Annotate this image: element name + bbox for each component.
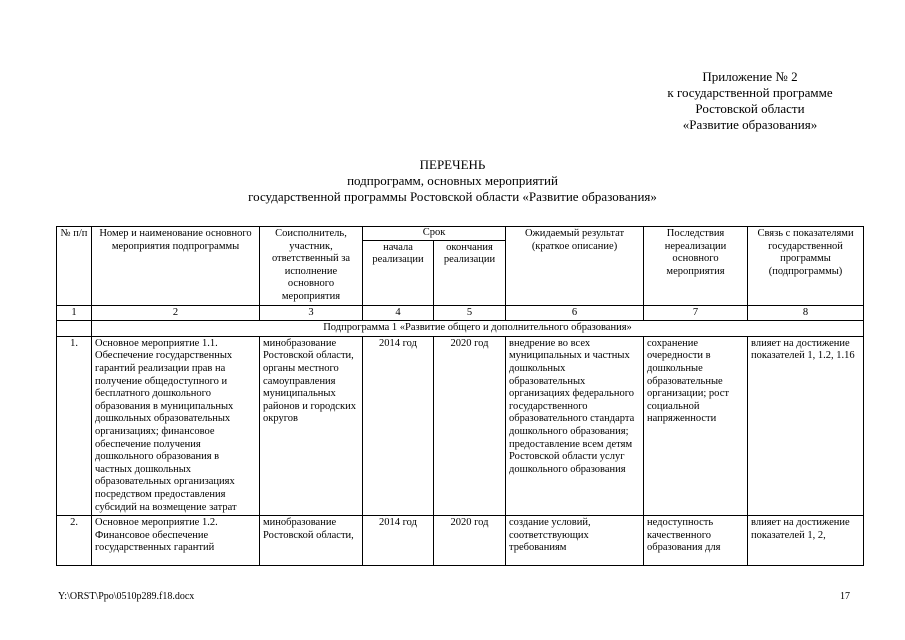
header-consequences: Последствия нереализации основного мероприятия (644, 227, 748, 306)
subprogram-title: Подпрограмма 1 «Развитие общего и дополнительного образования» (92, 321, 864, 337)
header-row (57, 227, 864, 241)
col-number: 4 (363, 305, 434, 321)
appendix-block (600, 69, 900, 133)
column-number-row (57, 305, 864, 321)
row-link: влияет на достижение показателей 1, 1.2, 1.16 (748, 336, 864, 515)
table-row (57, 336, 864, 515)
appendix-line-2: к государственной программе (667, 85, 833, 100)
row-start: 2014 год (363, 336, 434, 515)
row-link: влияет на достижение показателей 1, 2, (748, 516, 864, 566)
footer-page-number: 17 (840, 591, 850, 602)
header-name: Номер и наименование основного мероприятия подпрограммы (92, 227, 260, 306)
col-number: 1 (57, 305, 92, 321)
row-consequences: недоступность качественного образования для (644, 516, 748, 566)
row-num: 1. (57, 336, 92, 515)
row-result: создание условий, соответствующих требованиям (506, 516, 644, 566)
measures-table (56, 226, 864, 566)
header-num: № п/п (57, 227, 92, 306)
header-start: начала реализации (363, 240, 434, 305)
heading-line-2: подпрограмм, основных мероприятий (347, 173, 558, 188)
header-term: Срок (363, 227, 506, 241)
subprogram-row (57, 321, 864, 337)
row-name: Основное мероприятие 1.1. Обеспечение государственных гарантий реализации прав на получение общедоступного и бесплатного дошкольного образования в муниципальных дошкольных образовательных организациях; финансовое обеспечение получения дошкольного образования в частных дошкольных образовательных организациях посредством предоставления субсидий на возмещение затрат (92, 336, 260, 515)
row-num: 2. (57, 516, 92, 566)
header-link: Связь с показателями государственной программы (подпрограммы) (748, 227, 864, 306)
col-number: 2 (92, 305, 260, 321)
heading-line-3: государственной программы Ростовской области «Развитие образования» (248, 189, 657, 204)
row-executor: минобразование Ростовской области, (260, 516, 363, 566)
heading-title: ПЕРЕЧЕНЬ (419, 157, 486, 172)
header-executor: Соисполнитель, участник, ответственный за исполнение основного мероприятия (260, 227, 363, 306)
subprogram-empty-cell (57, 321, 92, 337)
appendix-line-1: Приложение № 2 (702, 69, 798, 84)
document-heading (0, 157, 905, 205)
row-consequences: сохранение очередности в дошкольные образовательные организации; рост социальной напряженности (644, 336, 748, 515)
col-number: 8 (748, 305, 864, 321)
appendix-line-3: Ростовской области (695, 101, 805, 116)
row-end: 2020 год (434, 336, 506, 515)
row-start: 2014 год (363, 516, 434, 566)
header-end: окончания реализации (434, 240, 506, 305)
row-executor: минобразование Ростовской области, органы местного самоуправления муниципальных районов и городских округов (260, 336, 363, 515)
table-row (57, 516, 864, 566)
row-name: Основное мероприятие 1.2. Финансовое обеспечение государственных гарантий (92, 516, 260, 566)
col-number: 7 (644, 305, 748, 321)
appendix-line-4: «Развитие образования» (682, 117, 818, 132)
col-number: 3 (260, 305, 363, 321)
col-number: 6 (506, 305, 644, 321)
row-result: внедрение во всех муниципальных и частных дошкольных образовательных организациях федерального государственного образовательного стандарта дошкольного образования; предоставление всем детям Ростовской области услуг дошкольного образования (506, 336, 644, 515)
col-number: 5 (434, 305, 506, 321)
footer-file-path: Y:\ORST\Ppo\0510p289.f18.docx (58, 591, 195, 602)
row-end: 2020 год (434, 516, 506, 566)
header-result: Ожидаемый результат (краткое описание) (506, 227, 644, 306)
